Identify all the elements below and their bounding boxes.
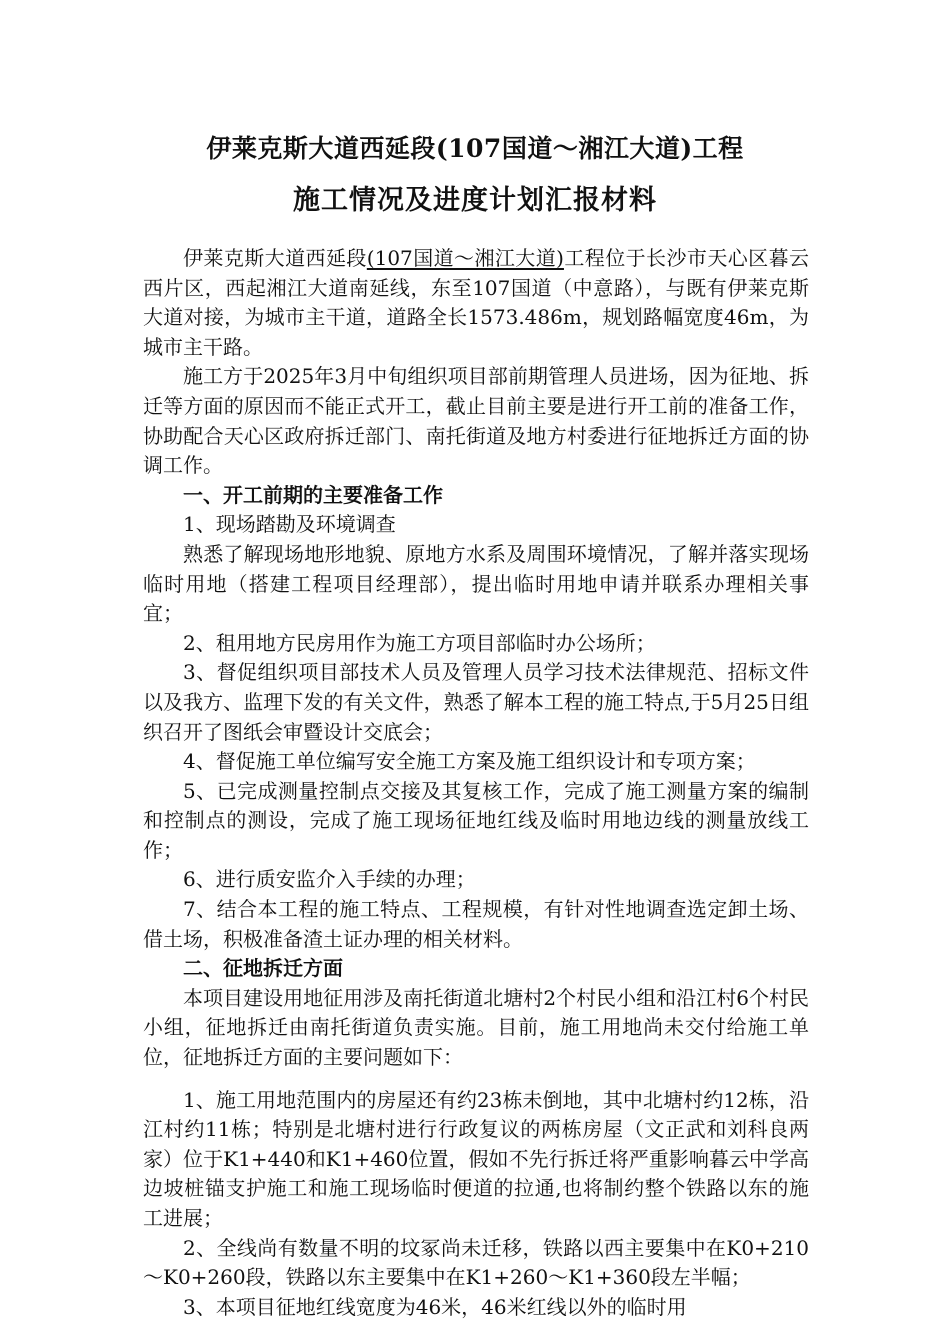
land-acquisition-paragraph: 本项目建设用地征用涉及南托街道北塘村2个村民小组和沿江村6个村民小组，征地拆迁由南托街道负责实施。目前，施工用地尚未交付给施工单位，征地拆迁方面的主要问题如下： xyxy=(143,985,809,1070)
list-item-spoil-site: 7、结合本工程的施工特点、工程规模，有针对性地调查选定卸土场、借土场，积极准备渣土证办理的相关材料。 xyxy=(143,897,809,951)
list-item-office: 2、租用地方民房用作为施工方项目部临时办公场所； xyxy=(183,630,656,655)
section-heading-land-acquisition: 二、征地拆迁方面 xyxy=(183,956,343,981)
document-body xyxy=(143,244,809,1322)
document-title: 伊莱克斯大道西延段(107国道～湘江大道)工程 xyxy=(206,134,744,163)
list-item-survey-control: 5、已完成测量控制点交接及其复核工作，完成了施工测量方案的编制和控制点的测设，完成了施工现场征地红线及临时用地边线的测量放线工作； xyxy=(143,778,809,862)
background-paragraph: 施工方于2025年3月中旬组织项目部前期管理人员进场，因为征地、拆迁等方面的原因而不能正式开工，截止目前主要是进行开工前的准备工作，协助配合天心区政府拆迁部门、南托街道及地方村委进行征地拆迁方面的协调工作。 xyxy=(143,364,809,478)
intro-underlined-text: (107国道～湘江大道) xyxy=(366,246,564,270)
list-item-quality-supervision: 6、进行质安监介入手续的办理； xyxy=(183,867,476,892)
intro-text-start: 伊莱克斯大道西延段 xyxy=(183,246,367,270)
issue-item-red-line: 3、本项目征地红线宽度为46米，46米红线以外的临时用 xyxy=(183,1294,687,1319)
subheading-site-survey: 1、现场踏勘及环境调查 xyxy=(183,512,396,537)
site-survey-paragraph: 熟悉了解现场地形地貌、原地方水系及周围环境情况，了解并落实现场临时用地（搭建工程项目经理部），提出临时用地申请并联系办理相关事宜； xyxy=(143,541,809,626)
section-heading-preparation: 一、开工前期的主要准备工作 xyxy=(183,482,443,507)
issue-item-graves: 2、全线尚有数量不明的坟冢尚未迁移，铁路以西主要集中在K0+210～K0+260段，铁路以东主要集中在K1+260～K1+360段左半幅； xyxy=(143,1235,809,1290)
list-item-training: 3、督促组织项目部技术人员及管理人员学习技术法律规范、招标文件以及我方、监理下发的有关文件，熟悉了解本工程的施工特点,于5月25日组织召开了图纸会审暨设计交底会； xyxy=(143,660,809,744)
list-item-safety-plan: 4、督促施工单位编写安全施工方案及施工组织设计和专项方案； xyxy=(183,749,756,774)
intro-paragraph xyxy=(143,244,809,362)
issue-item-houses: 1、施工用地范围内的房屋还有约23栋未倒地，其中北塘村约12栋，沿江村约11栋；特别是北塘村进行行政复议的两栋房屋（文正武和刘科良两家）位于K1+440和K1+460位置，假如不先行拆迁将严重影响暮云中学高边坡桩锚支护施工和施工现场临时便道的拉通,也将制约整个铁路以东的施工进展； xyxy=(143,1087,809,1230)
intro-text-end: 工程位于长沙市天心区暮云西片区，西起湘江大道南延线，东至107国道（中意路），与既有伊莱克斯大道对接，为城市主干道，道路全长1573.486m，规划路幅宽度46m，为城市主干路。 xyxy=(143,246,810,359)
document-subtitle: 施工情况及进度计划汇报材料 xyxy=(293,185,657,216)
